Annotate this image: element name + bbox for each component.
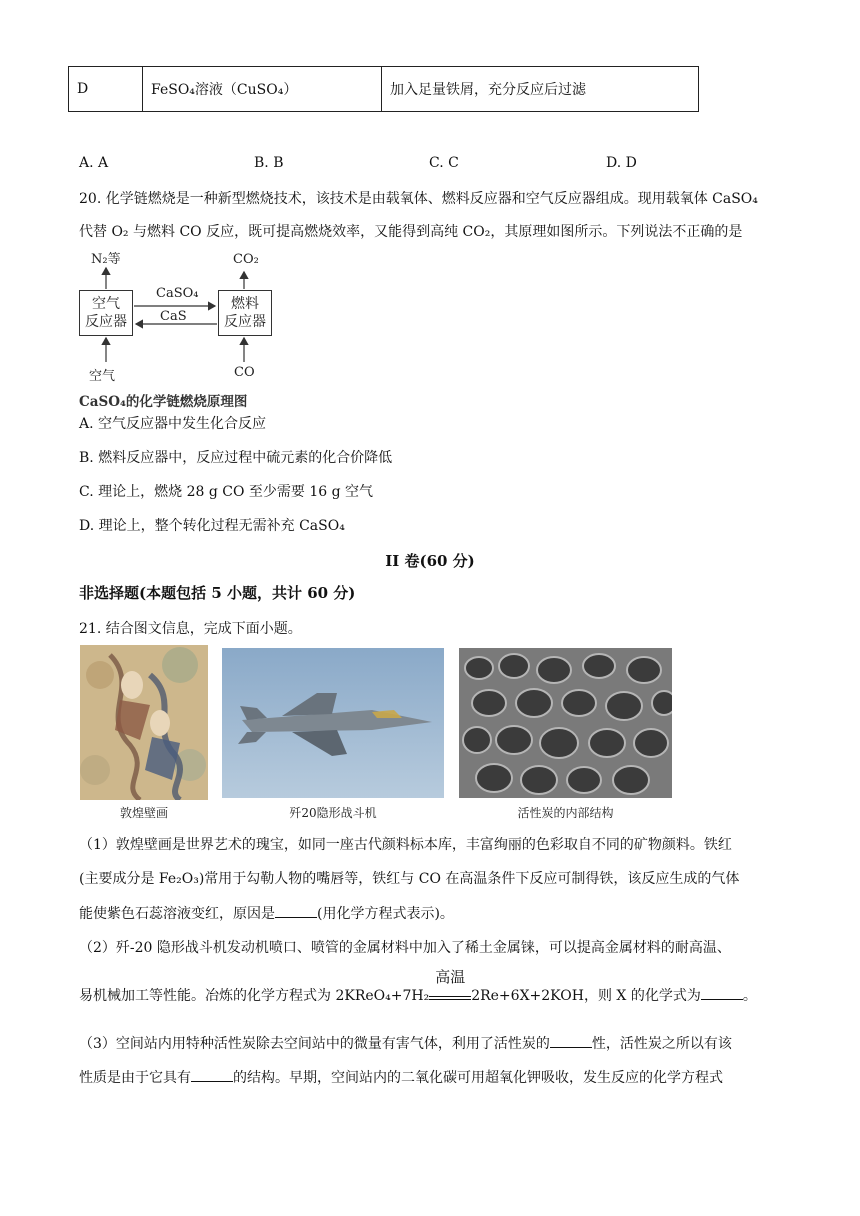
choice-c: C. C bbox=[429, 155, 459, 171]
label-caso4-arrow: CaSO₄ bbox=[156, 286, 199, 301]
q21-p3-line1 bbox=[79, 1033, 732, 1054]
q21-p2-text-a: 易机械加工等性能。冶炼的化学方程式为 2KReO₄+7H₂ bbox=[79, 988, 430, 1004]
q21-p3-line2 bbox=[79, 1067, 723, 1088]
table-cell-letter: D bbox=[69, 67, 143, 112]
caption-mural: 敦煌壁画 bbox=[119, 806, 168, 820]
section-subtitle: 非选择题(本题包括 5 小题，共计 60 分) bbox=[79, 584, 356, 602]
dunhuang-mural-image bbox=[80, 645, 208, 800]
label-co-input: CO bbox=[234, 365, 255, 380]
jet-illustration bbox=[222, 648, 444, 798]
q21-stem: 21. 结合图文信息，完成下面小题。 bbox=[79, 621, 302, 637]
q20-stem-line2: 代替 O₂ 与燃料 CO 反应，既可提高燃烧效率，又能得到高纯 CO₂，其原理如图所示。下列说法不正确的是 bbox=[79, 224, 743, 240]
table-cell-substance: FeSO₄溶液（CuSO₄） bbox=[143, 67, 382, 112]
air-reactor-line1: 空气 bbox=[92, 296, 120, 312]
q21-p1-line3-text-a: 能使紫色石蕊溶液变红，原因是 bbox=[79, 906, 275, 922]
answer-blank-2[interactable] bbox=[701, 985, 743, 1000]
choice-a: A. A bbox=[79, 155, 109, 171]
condition-high-temp: 高温 bbox=[435, 968, 466, 986]
label-co2: CO₂ bbox=[233, 252, 259, 267]
diagram-arrows bbox=[70, 240, 300, 370]
label-air-input: 空气 bbox=[89, 369, 116, 384]
q21-p3-text-b: 性，活性炭之所以有该 bbox=[591, 1036, 732, 1052]
q21-p1-line1: （1）敦煌壁画是世界艺术的瑰宝，如同一座古代颜料标本库，丰富绚丽的色彩取自不同的矿物颜料。铁红 bbox=[79, 837, 732, 853]
answer-blank-4[interactable] bbox=[191, 1067, 233, 1082]
table-cell-method: 加入足量铁屑，充分反应后过滤 bbox=[382, 67, 699, 112]
diagram-caption: CaSO₄的化学链燃烧原理图 bbox=[79, 394, 248, 410]
q21-p2-text-c: 。 bbox=[742, 988, 757, 1004]
carbon-illustration bbox=[459, 648, 672, 798]
answer-blank-1[interactable] bbox=[275, 903, 317, 918]
q21-p2-line2 bbox=[79, 968, 757, 1006]
double-equals-sign bbox=[429, 996, 471, 1000]
choice-d: D. D bbox=[606, 155, 637, 171]
q20-stem-line1: 20. 化学链燃烧是一种新型燃烧技术，该技术是由载氧体、燃料反应器和空气反应器组成。现用载氧体 CaSO₄ bbox=[79, 191, 758, 207]
answer-blank-3[interactable] bbox=[550, 1033, 592, 1048]
q21-p1-line3-text-b: (用化学方程式表示)。 bbox=[317, 906, 454, 922]
q21-p1-line2: (主要成分是 Fe₂O₃)常用于勾勒人物的嘴唇等，铁红与 CO 在高温条件下反应可制得铁，该反应生成的气体 bbox=[79, 871, 740, 887]
caption-jet: 歼20隐形战斗机 bbox=[289, 806, 377, 820]
air-reactor-line2: 反应器 bbox=[85, 314, 127, 330]
q20-option-a: A. 空气反应器中发生化合反应 bbox=[79, 416, 267, 432]
q21-p1-line3 bbox=[79, 903, 454, 924]
j20-fighter-image bbox=[222, 648, 444, 798]
table-row bbox=[69, 67, 699, 112]
q21-p2-text-b: 2Re+6X+2KOH，则 X 的化学式为 bbox=[471, 988, 701, 1004]
q21-p3-text-c: 性质是由于它具有 bbox=[79, 1070, 191, 1086]
section-title: II 卷(60 分) bbox=[385, 552, 475, 570]
reaction-condition bbox=[429, 968, 471, 1000]
q21-p2-line1: （2）歼-20 隐形战斗机发动机喷口、喷管的金属材料中加入了稀土金属铼，可以提高金属材料的耐高温、 bbox=[79, 940, 731, 956]
caption-carbon: 活性炭的内部结构 bbox=[517, 806, 614, 820]
label-cas-arrow: CaS bbox=[160, 309, 187, 324]
q21-p3-text-a: （3）空间站内用特种活性炭除去空间站中的微量有害气体，利用了活性炭的 bbox=[79, 1036, 550, 1052]
q20-option-d: D. 理论上，整个转化过程无需补充 CaSO₄ bbox=[79, 518, 345, 534]
q20-option-b: B. 燃料反应器中，反应过程中硫元素的化合价降低 bbox=[79, 450, 393, 466]
option-table bbox=[68, 66, 699, 112]
label-n2: N₂等 bbox=[91, 252, 121, 267]
mural-illustration bbox=[80, 645, 208, 800]
q21-p3-text-d: 的结构。早期，空间站内的二氧化碳可用超氧化钾吸收，发生反应的化学方程式 bbox=[233, 1070, 723, 1086]
choice-b: B. B bbox=[254, 155, 284, 171]
fuel-reactor-line2: 反应器 bbox=[224, 314, 266, 330]
fuel-reactor-line1: 燃料 bbox=[231, 296, 259, 312]
q20-option-c: C. 理论上，燃烧 28 g CO 至少需要 16 g 空气 bbox=[79, 484, 374, 500]
activated-carbon-image bbox=[459, 648, 672, 798]
